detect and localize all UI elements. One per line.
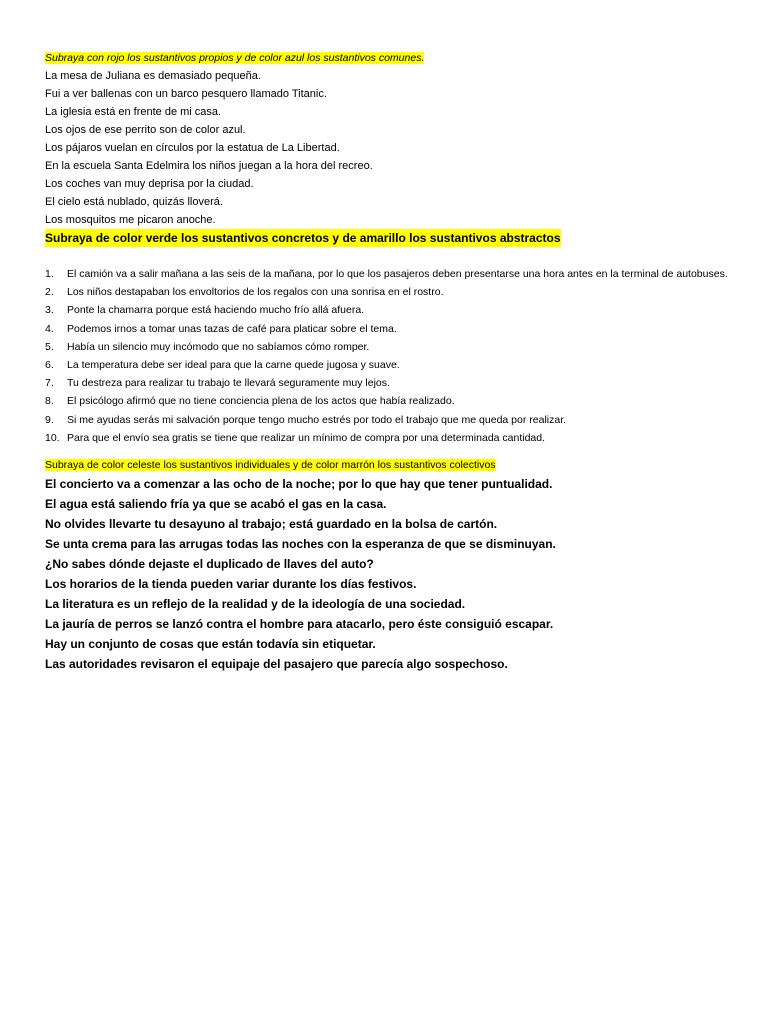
item-number: 4. [45, 322, 54, 335]
sentence: ¿No sabes dónde dejaste el duplicado de llaves del auto? [45, 557, 374, 572]
list-item [45, 320, 735, 338]
sentence: La mesa de Juliana es demasiado pequeña. [45, 70, 261, 82]
item-text: El psicólogo afirmó que no tiene conciencia plena de los actos que había realizado. [67, 395, 455, 408]
item-number: 6. [45, 359, 54, 372]
list-item [45, 411, 735, 429]
sentence: El concierto va a comenzar a las ocho de la noche; por lo que hay que tener puntualidad. [45, 477, 553, 492]
instruction-heading-3 [45, 457, 735, 474]
sentence: Los coches van muy deprisa por la ciudad. [45, 178, 254, 190]
item-text: El camión va a salir mañana a las seis de la mañana, por lo que los pasajeros deben presentarse una hora antes en la terminal de autobuses. [67, 268, 728, 280]
document-page [45, 50, 735, 674]
sentence: Las autoridades revisaron el equipaje del pasajero que parecía algo sospechoso. [45, 657, 508, 672]
list-item [45, 301, 735, 319]
sentence: Los mosquitos me picaron anoche. [45, 214, 216, 226]
sentence: Se unta crema para las arrugas todas las noches con la esperanza de que se disminuyan. [45, 537, 556, 552]
sentence: Fui a ver ballenas con un barco pesquero llamado Titanic. [45, 88, 327, 100]
list-item [45, 338, 735, 356]
item-number: 5. [45, 340, 54, 353]
sentence: Los horarios de la tienda pueden variar durante los días festivos. [45, 577, 417, 592]
section-proper-common-nouns [45, 50, 735, 229]
item-number: 10. [45, 431, 60, 444]
list-item [45, 265, 735, 283]
highlighted-instruction-3: Subraya de color celeste los sustantivos individuales y de color marrón los sustantivos colectivos [45, 459, 496, 472]
item-number: 1. [45, 268, 54, 280]
instruction-heading-2: Subraya de color verde los sustantivos concretos y de amarillo los sustantivos abstractos [45, 231, 561, 245]
sentence: La iglesia está en frente de mi casa. [45, 106, 222, 118]
item-text: Tu destreza para realizar tu trabajo te llevará seguramente muy lejos. [67, 377, 390, 390]
list-item [45, 283, 735, 301]
list-item [45, 392, 735, 410]
sentence: Los ojos de ese perrito son de color azul. [45, 124, 246, 136]
numbered-sentence-list [45, 265, 735, 447]
section-concrete-abstract-nouns [45, 229, 735, 447]
item-number: 8. [45, 395, 54, 408]
item-number: 9. [45, 413, 54, 426]
item-text: Podemos irnos a tomar unas tazas de café para platicar sobre el tema. [67, 322, 397, 335]
list-item [45, 429, 735, 447]
item-text: La temperatura debe ser ideal para que la carne quede jugosa y suave. [67, 359, 400, 372]
item-text: Los niños destapaban los envoltorios de los regalos con una sonrisa en el rostro. [67, 286, 444, 299]
list-item [45, 356, 735, 374]
sentence: El cielo está nublado, quizás lloverá. [45, 196, 223, 208]
item-text: Si me ayudas serás mi salvación porque tengo mucho estrés por todo el trabajo que me queda por realizar. [67, 413, 567, 426]
item-text: Había un silencio muy incómodo que no sabíamos cómo romper. [67, 340, 370, 353]
sentence: El agua está saliendo fría ya que se acabó el gas en la casa. [45, 497, 387, 512]
item-number: 2. [45, 286, 54, 299]
sentence: En la escuela Santa Edelmira los niños juegan a la hora del recreo. [45, 160, 373, 172]
sentence: La literatura es un reflejo de la realidad y de la ideología de una sociedad. [45, 597, 466, 612]
item-text: Ponte la chamarra porque está haciendo mucho frío allá afuera. [67, 304, 365, 317]
sentence: Los pájaros vuelan en círculos por la estatua de La Libertad. [45, 142, 340, 154]
sentence: Hay un conjunto de cosas que están todavía sin etiquetar. [45, 637, 376, 652]
item-text: Para que el envío sea gratis se tiene que realizar un mínimo de compra por una determinada cantidad. [67, 431, 546, 444]
sentence: La jauría de perros se lanzó contra el hombre para atacarlo, pero éste consiguió escapar. [45, 617, 554, 632]
item-number: 3. [45, 304, 54, 317]
instruction-heading-1 [45, 50, 735, 67]
section-individual-collective-nouns [45, 457, 735, 674]
list-item [45, 374, 735, 392]
sentence: No olvides llevarte tu desayuno al trabajo; está guardado en la bolsa de cartón. [45, 517, 498, 532]
highlighted-instruction-1: Subraya con rojo los sustantivos propios y de color azul los sustantivos comunes. [45, 52, 425, 64]
item-number: 7. [45, 377, 54, 390]
